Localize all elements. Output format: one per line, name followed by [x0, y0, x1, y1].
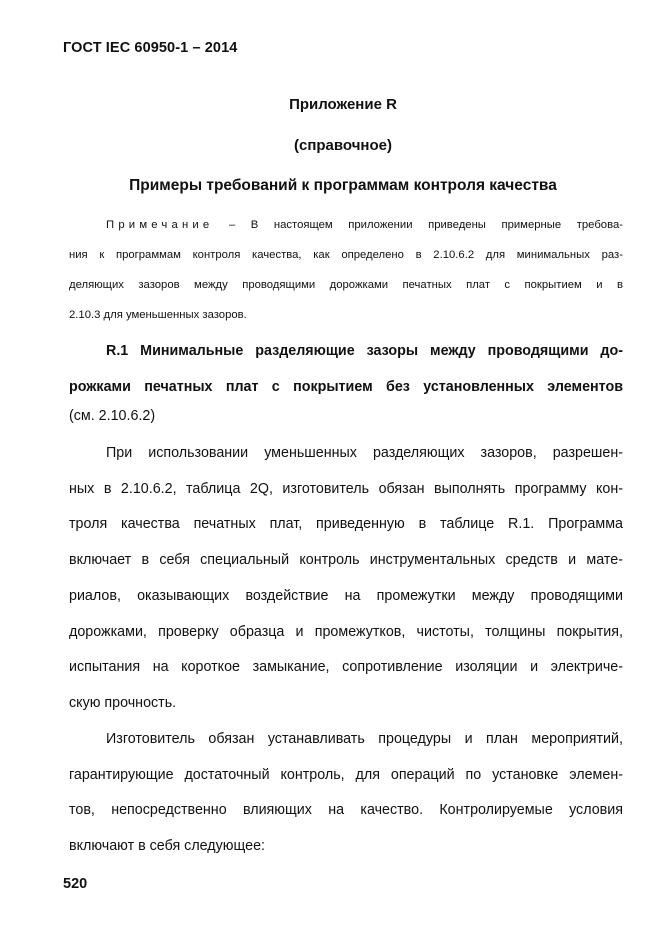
- section-heading-line: рожками печатных плат с покрытием без установленных элементов: [69, 379, 623, 395]
- body-paragraph: [69, 436, 623, 722]
- paragraph-line: включает в себя специальный контроль инструментальных средств и мате-: [69, 552, 623, 569]
- paragraph-line: тов, непосредственно влияющих на качество. Контролируемые условия: [69, 802, 623, 819]
- paragraph-line: Изготовитель обязан устанавливать процедуры и план мероприятий,: [106, 731, 623, 747]
- paragraph-line: риалов, оказывающих воздействие на промежутки между проводящими: [69, 587, 623, 604]
- note-line: деляющих зазоров между проводящими дорожками печатных плат с покрытием и в: [69, 279, 623, 291]
- note-label: Примечание: [106, 219, 214, 231]
- section-heading-line: R.1 Минимальные разделяющие зазоры между проводящими до-: [106, 343, 623, 359]
- paragraph-line: При использовании уменьшенных разделяющих зазоров, разрешен-: [106, 445, 623, 461]
- page-number: 520: [63, 876, 88, 892]
- note-line: [69, 210, 623, 240]
- standard-header: ГОСТ IEC 60950-1 – 2014: [63, 40, 238, 56]
- section-heading: [69, 333, 623, 405]
- paragraph-line: ных в 2.10.6.2, таблица 2Q, изготовитель обязан выполнять программу кон-: [69, 480, 623, 497]
- note-paragraph: [69, 210, 623, 330]
- paragraph-line: дорожками, проверку образца и промежутков, чистоты, толщины покрытия,: [69, 623, 623, 640]
- note-line: 2.10.3 для уменьшенных зазоров.: [69, 309, 247, 321]
- section-reference: (см. 2.10.6.2): [69, 408, 156, 424]
- paragraph-line: испытания на короткое замыкание, сопротивление изоляции и электриче-: [69, 659, 623, 676]
- appendix-reference-type: (справочное): [294, 137, 392, 154]
- paragraph-line: скую прочность.: [69, 694, 177, 711]
- note-line-text: – В настоящем приложении приведены примерные требова-: [213, 219, 623, 231]
- note-line: ния к программам контроля качества, как определено в 2.10.6.2 для минимальных раз-: [69, 249, 623, 261]
- paragraph-line: включают в себя следующее:: [69, 838, 266, 855]
- paragraph-line: троля качества печатных плат, приведенную в таблице R.1. Программа: [69, 516, 623, 533]
- body-paragraph: [69, 722, 623, 865]
- appendix-main-title: Примеры требований к программам контроля качества: [129, 177, 557, 194]
- appendix-title: Приложение R: [289, 96, 397, 113]
- paragraph-line: гарантирующие достаточный контроль, для операций по установке элемен-: [69, 766, 623, 783]
